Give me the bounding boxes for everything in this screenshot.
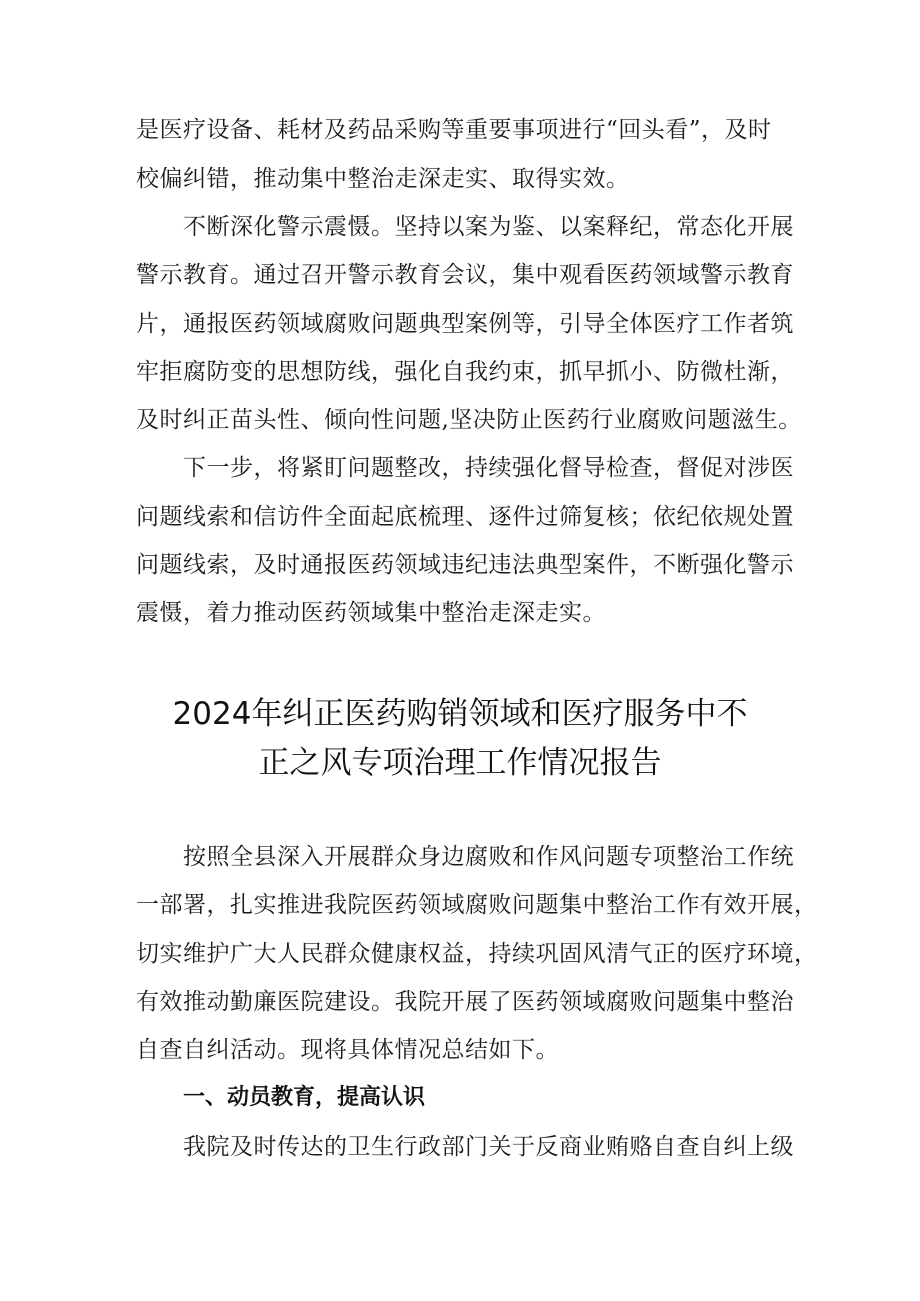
report-title-line: 正之风专项治理工作情况报告: [258, 745, 662, 781]
paragraph-line: 我院及时传达的卫生行政部门关于反商业贿赂自查自纠上级: [183, 1134, 794, 1160]
paragraph-line: 不断深化警示震慑。坚持以案为鉴、以案释纪，常态化开展: [183, 214, 794, 240]
paragraph-line: 警示教育。通过召开警示教育会议，集中观看医药领域警示教育: [136, 262, 794, 288]
paragraph-line: 一部署，扎实推进我院医药领域腐败问题集中整治工作有效开展，: [136, 892, 818, 918]
paragraph-line: 切实维护广大人民群众健康权益，持续巩固风清气正的医疗环境，: [136, 941, 818, 967]
paragraph-line: 有效推动勤廉医院建设。我院开展了医药领域腐败问题集中整治: [136, 989, 794, 1015]
paragraph-line: 下一步，将紧盯问题整改，持续强化督导检查，督促对涉医: [183, 455, 794, 481]
section-heading: 一、动员教育，提高认识: [183, 1085, 426, 1110]
paragraph-line: 及时纠正苗头性、倾向性问题,坚决防止医药行业腐败问题滋生。: [136, 407, 802, 433]
paragraph-line: 问题线索，及时通报医药领域违纪违法典型案件，不断强化警示: [136, 552, 794, 578]
paragraph-line: 震慑，着力推动医药领域集中整治走深走实。: [136, 600, 606, 626]
paragraph-line: 校偏纠错，推动集中整治走深走实、取得实效。: [136, 166, 630, 192]
paragraph-line: 按照全县深入开展群众身边腐败和作风问题专项整治工作统: [183, 844, 794, 870]
paragraph-line: 牢拒腐防变的思想防线，强化自我约束，抓早抓小、防微杜渐，: [136, 359, 794, 385]
paragraph-line: 问题线索和信访件全面起底梳理、逐件过筛复核；依纪依规处置: [136, 504, 794, 530]
paragraph-line: 是医疗设备、耗材及药品采购等重要事项进行“回头看”，及时: [136, 117, 772, 143]
report-title-line: 2024年纠正医药购销领域和医疗服务中不: [172, 696, 748, 732]
paragraph-line: 自查自纠活动。现将具体情况总结如下。: [136, 1037, 559, 1063]
paragraph-line: 片，通报医药领域腐败问题典型案例等，引导全体医疗工作者筑: [136, 311, 794, 337]
